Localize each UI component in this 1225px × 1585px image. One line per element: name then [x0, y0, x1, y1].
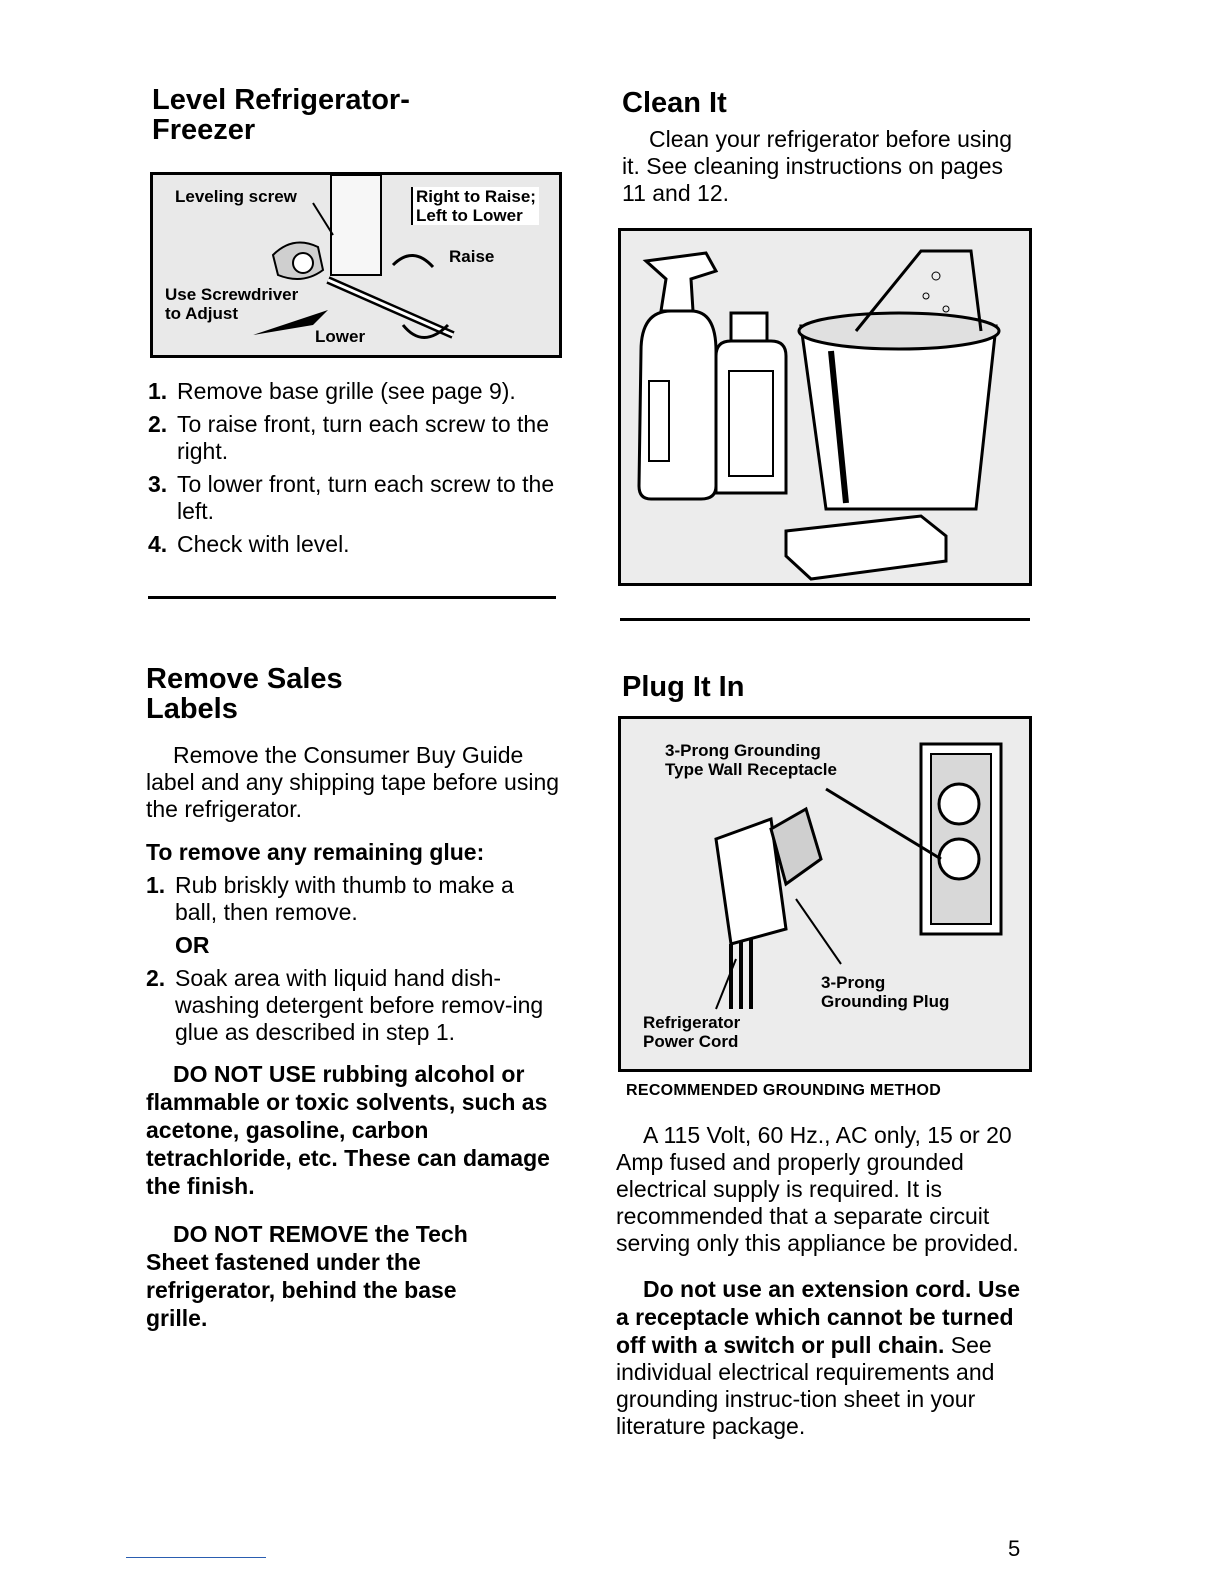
glue-steps [146, 872, 560, 1046]
leveling-illustration [150, 172, 562, 358]
page-number: 5 [1008, 1536, 1021, 1561]
leveling-screw-label: Leveling screw [175, 187, 297, 206]
plug-title: Plug It In [622, 671, 745, 703]
remove-intro: Remove the Consumer Buy Guide label and any shipping tape before using the refrigerator. [146, 742, 560, 822]
right-divider [620, 618, 1030, 621]
level-steps [148, 378, 558, 564]
tech-sheet-warning: DO NOT REMOVE the Tech Sheet fastened under the refrigerator, behind the base grille. [146, 1221, 468, 1331]
extension-cord-warning: Do not use an extension cord. Use a receptacle which cannot be turned off with a switch or pull chain. See individual electrical requirements and grounding instruc-tion sheet in your literature package. [616, 1276, 1021, 1439]
list-item: 2. To raise front, turn each screw to the right. [148, 411, 550, 464]
solvent-warning: DO NOT USE rubbing alcohol or flammable or toxic solvents, such as acetone, gasoline, carbon tetrachloride, etc. These can damage the finish. [146, 1061, 550, 1199]
lower-label: Lower [315, 327, 366, 346]
list-item: 1. Remove base grille (see page 9). [148, 378, 516, 404]
cleaning-illustration [618, 228, 1032, 586]
plug-section [622, 672, 1032, 702]
level-title: Level Refrigerator- Freezer [152, 84, 410, 146]
remove-title: Remove Sales Labels [146, 663, 343, 725]
clean-section [622, 88, 1032, 207]
clean-title: Clean It [622, 87, 727, 119]
raise-label: Raise [449, 247, 495, 266]
plug-illustration [618, 716, 1032, 1072]
plug-text-block [616, 1122, 1028, 1440]
cleaning-drawing [621, 231, 1029, 583]
list-item: 4. Check with level. [148, 531, 350, 557]
list-item: 2. Soak area with liquid hand dish-washing detergent before remov-ing glue as described in step 1. [146, 965, 544, 1045]
power-cord-label: Refrigerator Power Cord [643, 1013, 741, 1051]
receptacle-label: 3-Prong Grounding Type Wall Receptacle [665, 741, 837, 779]
electrical-requirements: A 115 Volt, 60 Hz., AC only, 15 or 20 Amp fused and properly grounded electrical supply is required. It is recommended that a separate circuit serving only this appliance be provided. [616, 1122, 1019, 1256]
footer-line [126, 1557, 266, 1558]
clean-text: Clean your refrigerator before using it. See cleaning instructions on pages 11 and 12. [622, 126, 1013, 206]
left-divider [148, 596, 556, 599]
list-item: 3. To lower front, turn each screw to the left. [148, 471, 555, 524]
list-item: 1. Rub briskly with thumb to make a ball, then remove. OR [146, 872, 560, 959]
figure-caption: RECOMMENDED GROUNDING METHOD [626, 1082, 942, 1099]
screwdriver-label: Use Screwdriver to Adjust [165, 285, 299, 323]
remove-section [146, 664, 560, 1332]
grounding-plug-label: 3-Prong Grounding Plug [821, 973, 950, 1011]
glue-heading: To remove any remaining glue: [146, 839, 485, 865]
or-label: OR [175, 932, 210, 958]
right-to-raise-label: Right to Raise; Left to Lower [411, 187, 539, 225]
level-section [152, 85, 562, 145]
